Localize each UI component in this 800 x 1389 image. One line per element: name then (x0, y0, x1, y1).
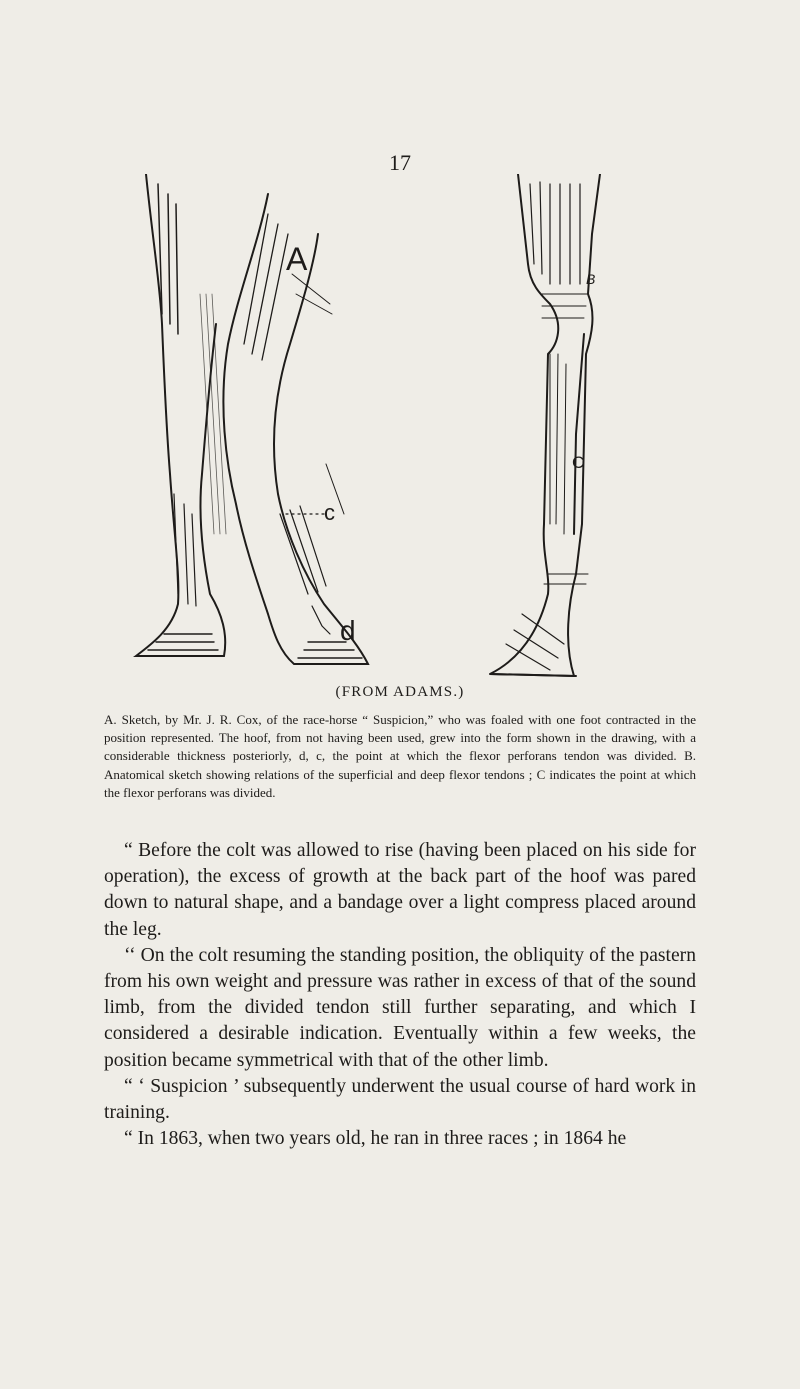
sketch-a-horse-leg (136, 174, 368, 664)
anatomical-figure (118, 174, 618, 686)
sketch-b-anatomy (490, 174, 600, 676)
paragraph-2: ‘‘ On the colt resuming the standing position, the obliquity of the pastern from his own weight and pressure was rather in excess of that of the sound limb, from the divided tendon still further separating, and which I considered a desirable indication. Eventually within a few weeks, the position became symmetrical with that of the other limb. (104, 944, 696, 1071)
paragraph-1: “ Before the colt was allowed to rise (having been placed on his side for operation), the excess of growth at the back part of the hoof was pared down to natural shape, and a bandage over a light compress placed around the leg. (104, 840, 696, 940)
label-c-right: C (572, 453, 585, 472)
paragraph-4: “ In 1863, when two years old, he ran in three races ; in 1864 he (124, 1128, 627, 1150)
figure-caption: A. Sketch, by Mr. J. R. Cox, of the race-horse “ Suspicion,” who was foaled with one foot contracted in the position represented. The hoof, from not having been used, grew into the form shown in the drawing, with a considerable thickness posteriorly, d, c, the point at which the flexor perforans tendon was divided. B. Anatomical sketch showing relations of the superficial and deep flexor tendons ; C indicates the point at which the flexor perforans was divided. (104, 712, 696, 800)
figure-credit: (FROM ADAMS.) (335, 684, 465, 700)
label-c-left: c (324, 500, 335, 525)
label-d: d (340, 615, 356, 646)
label-b: B (586, 271, 596, 287)
label-a: A (286, 241, 308, 277)
page-number: 17 (389, 150, 411, 175)
body-text (104, 838, 696, 1152)
paragraph-3: “ ‘ Suspicion ’ subsequently underwent the usual course of hard work in training. (104, 1075, 696, 1124)
